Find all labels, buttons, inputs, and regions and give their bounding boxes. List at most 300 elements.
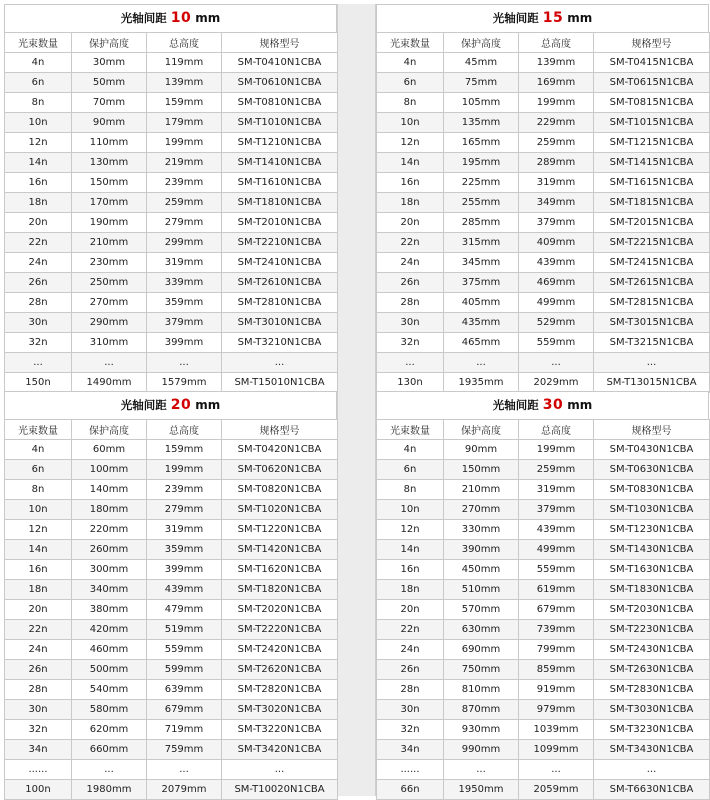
table-cell: 199mm [519,93,594,113]
table-cell: 195mm [444,153,519,173]
table-cell: SM-T2010N1CBA [222,213,338,233]
table-cell: 1039mm [519,720,594,740]
table-cell: 345mm [444,253,519,273]
table-cell: 500mm [72,660,147,680]
table-cell: 870mm [444,700,519,720]
table-cell: SM-T3020N1CBA [222,700,338,720]
table-cell: 22n [5,233,72,253]
table-cell: 1490mm [72,373,147,393]
table-cell: 159mm [147,440,222,460]
table-cell: 660mm [72,740,147,760]
table-cell: 105mm [444,93,519,113]
column-header: 总高度 [519,420,594,440]
table-title [376,391,709,419]
table-row [5,193,338,213]
table-cell: 16n [377,560,444,580]
table-cell: SM-T2410N1CBA [222,253,338,273]
title-prefix: 光轴间距 [120,11,167,25]
table-cell: 239mm [147,173,222,193]
table-cell: ... [222,760,338,780]
table-cell: 315mm [444,233,519,253]
table-cell: SM-T0415N1CBA [594,53,710,73]
table-cell: 270mm [444,500,519,520]
table-cell: ... [72,353,147,373]
table-row [377,233,710,253]
table-cell: 290mm [72,313,147,333]
table-cell: SM-T3010N1CBA [222,313,338,333]
table-cell: 28n [377,680,444,700]
table-row [5,353,338,373]
header-row [377,33,710,53]
table-cell: 4n [5,440,72,460]
table-row [5,740,338,760]
table-cell: 379mm [147,313,222,333]
table-cell: 159mm [147,93,222,113]
table-cell: 690mm [444,640,519,660]
table-cell: 390mm [444,540,519,560]
table-cell: SM-T6630N1CBA [594,780,710,800]
table-cell: 26n [377,273,444,293]
table-cell: 409mm [519,233,594,253]
table-cell: 759mm [147,740,222,760]
table-cell: 739mm [519,620,594,640]
table-cell: 559mm [147,640,222,660]
table-cell: 379mm [519,500,594,520]
spec-table [4,419,338,800]
table-cell: 439mm [519,520,594,540]
table-cell: 30n [377,700,444,720]
table-row [377,700,710,720]
table-row [5,273,338,293]
table-cell: 90mm [444,440,519,460]
table-cell: 34n [377,740,444,760]
table-cell: 6n [377,73,444,93]
table-cell: SM-T2815N1CBA [594,293,710,313]
table-cell: SM-T2610N1CBA [222,273,338,293]
table-cell: SM-T0615N1CBA [594,73,710,93]
table-cell: 210mm [444,480,519,500]
table-cell: 639mm [147,680,222,700]
table-cell: 319mm [519,173,594,193]
table-row [377,520,710,540]
table-cell: 24n [5,253,72,273]
table-cell: SM-T1615N1CBA [594,173,710,193]
table-cell: SM-T3210N1CBA [222,333,338,353]
table-title [4,391,337,419]
table-cell: SM-T0610N1CBA [222,73,338,93]
column-header: 保护高度 [444,33,519,53]
table-row [377,173,710,193]
table-cell: 66n [377,780,444,800]
table-cell: 229mm [519,113,594,133]
pitch-value: 10 [170,10,192,26]
table-cell: 399mm [147,560,222,580]
table-row [5,133,338,153]
table-cell: SM-T2215N1CBA [594,233,710,253]
table-cell: SM-T3230N1CBA [594,720,710,740]
table-cell: SM-T1210N1CBA [222,133,338,153]
table-cell: 12n [5,520,72,540]
table-cell: 22n [377,620,444,640]
table-cell: 199mm [147,460,222,480]
table-cell: 32n [377,720,444,740]
table-cell: SM-T2230N1CBA [594,620,710,640]
table-cell: 30mm [72,53,147,73]
table-cell: ... [444,760,519,780]
pitch-unit: mm [567,11,593,25]
table-row [5,73,338,93]
table-cell: SM-T2020N1CBA [222,600,338,620]
table-row [377,373,710,393]
table-cell: 260mm [72,540,147,560]
table-cell: 479mm [147,600,222,620]
table-cell: 90mm [72,113,147,133]
table-row [5,440,338,460]
table-cell: 8n [5,93,72,113]
table-row [377,333,710,353]
column-header: 光束数量 [377,420,444,440]
table-row [5,173,338,193]
header-row [5,33,338,53]
table-row [5,333,338,353]
table-row [5,600,338,620]
table-cell: 28n [5,680,72,700]
table-cell: 18n [377,193,444,213]
column-header: 规格型号 [222,33,338,53]
table-cell: 22n [5,620,72,640]
table-row [377,760,710,780]
table-row [377,253,710,273]
table-cell: 319mm [147,253,222,273]
table-cell: 439mm [519,253,594,273]
table-cell: 299mm [147,233,222,253]
table-cell: SM-T2820N1CBA [222,680,338,700]
table-cell: 349mm [519,193,594,213]
column-header: 保护高度 [72,33,147,53]
table-row [377,153,710,173]
table-cell: ... [519,353,594,373]
spec-table [376,32,710,393]
table-cell: ... [594,353,710,373]
column-header: 规格型号 [222,420,338,440]
table-cell: SM-T1020N1CBA [222,500,338,520]
table-cell: SM-T1815N1CBA [594,193,710,213]
table-cell: 8n [5,480,72,500]
table-cell: 230mm [72,253,147,273]
table-cell: 12n [377,133,444,153]
pitch-unit: mm [195,398,221,412]
table-cell: 10n [5,113,72,133]
table-cell: 32n [5,720,72,740]
table-cell: 599mm [147,660,222,680]
column-header: 光束数量 [5,420,72,440]
table-row [377,780,710,800]
table-row [5,373,338,393]
table-cell: 330mm [444,520,519,540]
table-cell: 30n [5,700,72,720]
table-cell: SM-T3215N1CBA [594,333,710,353]
table-cell: 30n [377,313,444,333]
table-row [377,440,710,460]
table-row [377,113,710,133]
table-cell: 340mm [72,580,147,600]
table-cell: ... [444,353,519,373]
table-cell: 14n [377,153,444,173]
column-header: 保护高度 [72,420,147,440]
table-cell: 580mm [72,700,147,720]
table-cell: 420mm [72,620,147,640]
table-cell: SM-T2220N1CBA [222,620,338,640]
table-cell: 300mm [72,560,147,580]
table-cell: SM-T1810N1CBA [222,193,338,213]
table-cell: 439mm [147,580,222,600]
table-cell: 28n [377,293,444,313]
table-cell: SM-T3420N1CBA [222,740,338,760]
table-cell: SM-T0820N1CBA [222,480,338,500]
table-cell: SM-T2630N1CBA [594,660,710,680]
table-cell: 2029mm [519,373,594,393]
table-cell: 1935mm [444,373,519,393]
table-row [377,193,710,213]
table-cell: SM-T3430N1CBA [594,740,710,760]
table-cell: 165mm [444,133,519,153]
table-cell: 210mm [72,233,147,253]
table-cell: 45mm [444,53,519,73]
table-cell: SM-T0410N1CBA [222,53,338,73]
table-cell: 529mm [519,313,594,333]
table-cell: SM-T3015N1CBA [594,313,710,333]
table-cell: 4n [377,440,444,460]
table-cell: ... [147,760,222,780]
table-cell: 20n [5,213,72,233]
table-cell: 180mm [72,500,147,520]
table-cell: 169mm [519,73,594,93]
table-cell: SM-T1620N1CBA [222,560,338,580]
table-row [377,640,710,660]
table-row [377,500,710,520]
table-cell: 190mm [72,213,147,233]
table-cell: 20n [377,213,444,233]
table-cell: 510mm [444,580,519,600]
table-cell: 6n [5,460,72,480]
table-row [377,93,710,113]
pitch-unit: mm [567,398,593,412]
table-cell: 2059mm [519,780,594,800]
table-cell: 859mm [519,660,594,680]
panel-divider [337,391,376,796]
table-cell: 219mm [147,153,222,173]
table-cell: ... [519,760,594,780]
table-cell: SM-T2030N1CBA [594,600,710,620]
table-cell: 259mm [519,460,594,480]
table-cell: 460mm [72,640,147,660]
table-row [377,293,710,313]
table-cell: 435mm [444,313,519,333]
pitch-value: 15 [542,10,564,26]
table-cell: 32n [377,333,444,353]
table-cell: SM-T0830N1CBA [594,480,710,500]
table-row [5,113,338,133]
table-cell: 799mm [519,640,594,660]
table-cell: 24n [377,253,444,273]
table-row [5,293,338,313]
table-row [5,53,338,73]
table-cell: 18n [377,580,444,600]
table-row [5,313,338,333]
table-row [5,780,338,800]
table-row [5,700,338,720]
table-row [377,680,710,700]
table-cell: 2079mm [147,780,222,800]
table-cell: 620mm [72,720,147,740]
table-cell: SM-T2615N1CBA [594,273,710,293]
table-cell: SM-T15010N1CBA [222,373,338,393]
table-row [377,480,710,500]
table-cell: 26n [377,660,444,680]
table-cell: 30n [5,313,72,333]
table-cell: SM-T1410N1CBA [222,153,338,173]
table-row [377,560,710,580]
table-cell: 319mm [147,520,222,540]
table-cell: 10n [377,500,444,520]
header-row [5,420,338,440]
table-cell: 310mm [72,333,147,353]
table-row [5,213,338,233]
table-cell: 34n [5,740,72,760]
table-cell: ... [5,353,72,373]
table-row [5,93,338,113]
table-cell: 499mm [519,540,594,560]
table-cell: SM-T2420N1CBA [222,640,338,660]
column-header: 总高度 [147,420,222,440]
table-row [5,540,338,560]
table-cell: 70mm [72,93,147,113]
table-cell: 10n [377,113,444,133]
table-cell: 8n [377,480,444,500]
table-row [5,620,338,640]
table-cell: 16n [5,560,72,580]
table-cell: 375mm [444,273,519,293]
table-cell: SM-T0630N1CBA [594,460,710,480]
table-cell: SM-T0430N1CBA [594,440,710,460]
table-cell: 540mm [72,680,147,700]
table-cell: 519mm [147,620,222,640]
table-cell: 75mm [444,73,519,93]
column-header: 光束数量 [377,33,444,53]
table-row [5,580,338,600]
table-cell: 26n [5,660,72,680]
table-cell: 979mm [519,700,594,720]
table-cell: 559mm [519,333,594,353]
table-cell: 1980mm [72,780,147,800]
table-cell: 679mm [519,600,594,620]
table-cell: 270mm [72,293,147,313]
table-cell: SM-T3030N1CBA [594,700,710,720]
table-title [4,4,337,32]
table-cell: 1579mm [147,373,222,393]
table-cell: 719mm [147,720,222,740]
table-cell: 130n [377,373,444,393]
pitch-value: 30 [542,397,564,413]
table-cell: 379mm [519,213,594,233]
spec-table [4,32,338,393]
table-row [5,233,338,253]
table-row [377,273,710,293]
table-cell: 24n [377,640,444,660]
table-cell: SM-T1830N1CBA [594,580,710,600]
table-cell: 150mm [72,173,147,193]
table-row [5,520,338,540]
table-cell: 499mm [519,293,594,313]
title-prefix: 光轴间距 [492,11,539,25]
table-row [5,720,338,740]
table-row [377,213,710,233]
table-cell: SM-T2415N1CBA [594,253,710,273]
table-row [5,660,338,680]
table-cell: 18n [5,580,72,600]
pitch-unit: mm [195,11,221,25]
table-cell: 26n [5,273,72,293]
table-row [377,540,710,560]
table-cell: 10n [5,500,72,520]
table-cell: SM-T1420N1CBA [222,540,338,560]
table-cell: 450mm [444,560,519,580]
table-cell: SM-T1230N1CBA [594,520,710,540]
table-cell: 4n [377,53,444,73]
table-cell: ... [147,353,222,373]
table-cell: 465mm [444,333,519,353]
table-row [5,253,338,273]
column-header: 光束数量 [5,33,72,53]
table-cell: 139mm [519,53,594,73]
table-cell: SM-T2015N1CBA [594,213,710,233]
table-cell: 570mm [444,600,519,620]
table-cell: 225mm [444,173,519,193]
table-cell: SM-T1820N1CBA [222,580,338,600]
spec-table-panel [376,391,709,800]
table-cell: 16n [377,173,444,193]
table-row [377,460,710,480]
table-cell: 170mm [72,193,147,213]
table-cell: 1099mm [519,740,594,760]
table-cell: 220mm [72,520,147,540]
table-title [376,4,709,32]
table-cell: 339mm [147,273,222,293]
table-cell: 6n [377,460,444,480]
table-cell: 1950mm [444,780,519,800]
header-row [377,420,710,440]
table-cell: 359mm [147,293,222,313]
table-row [5,640,338,660]
table-cell: 12n [5,133,72,153]
table-cell: 28n [5,293,72,313]
table-cell: SM-T2210N1CBA [222,233,338,253]
table-cell: 679mm [147,700,222,720]
column-header: 总高度 [519,33,594,53]
table-row [5,560,338,580]
spec-table-panel [4,4,337,393]
table-row [5,500,338,520]
table-cell: 22n [377,233,444,253]
spec-table-panel [4,391,337,800]
table-cell: SM-T1220N1CBA [222,520,338,540]
table-row [377,580,710,600]
table-cell: ... [377,353,444,373]
table-cell: 135mm [444,113,519,133]
table-cell: 559mm [519,560,594,580]
table-cell: SM-T0620N1CBA [222,460,338,480]
table-cell: SM-T1215N1CBA [594,133,710,153]
